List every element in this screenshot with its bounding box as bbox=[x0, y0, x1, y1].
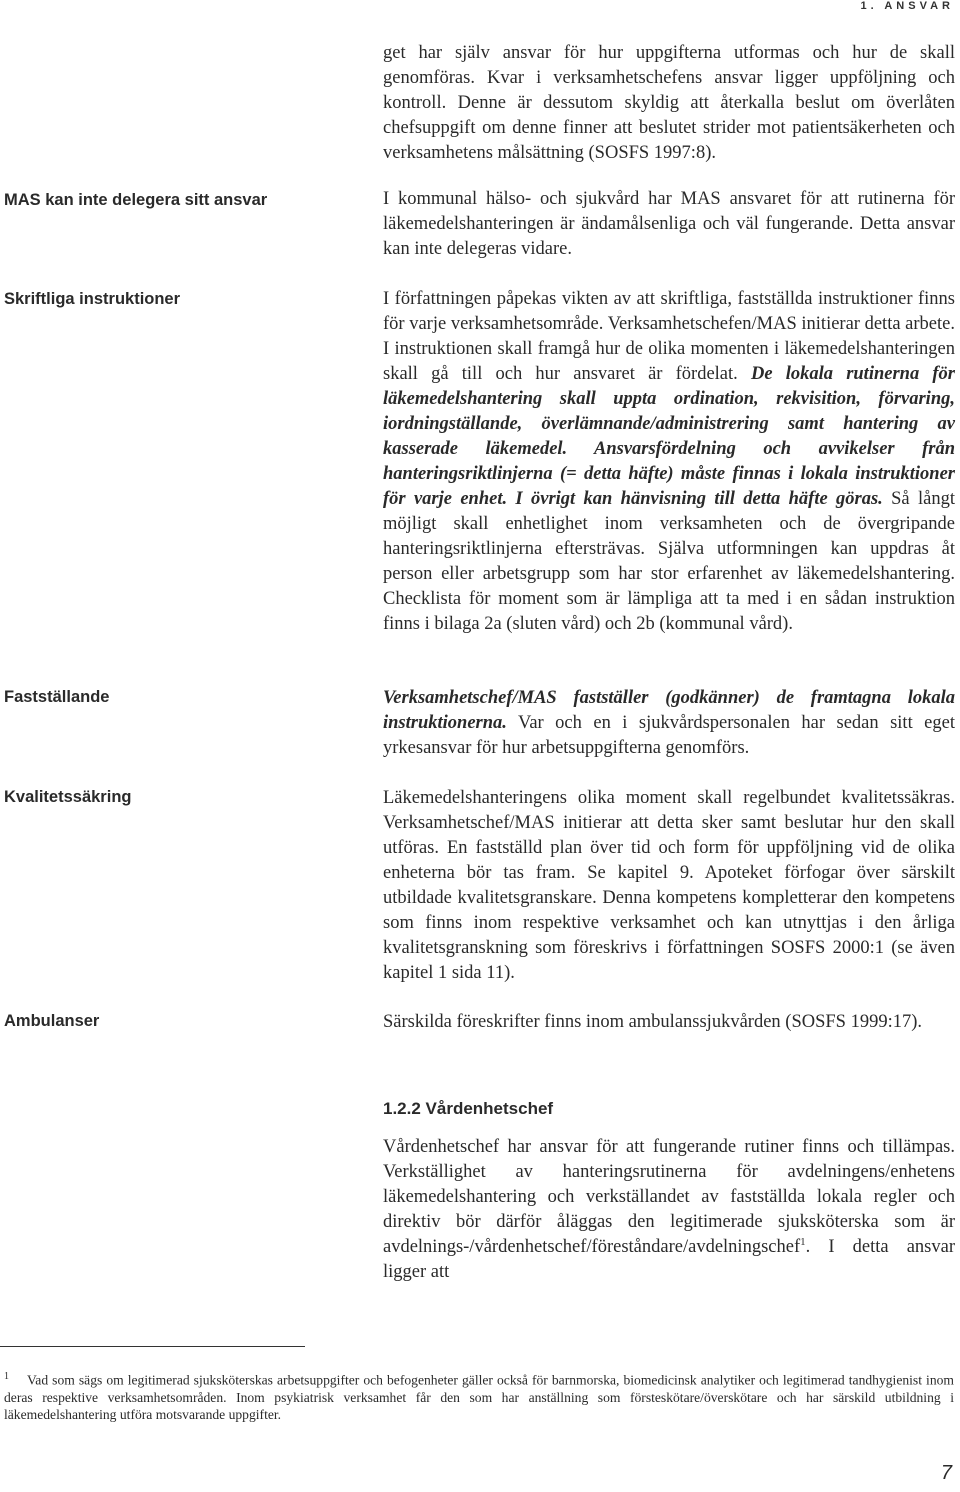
side-heading-quality-assurance: Kvalitetssäkring bbox=[4, 788, 132, 806]
instructions-text-a: I författningen påpekas vikten av att skriftliga, fastställda instruktioner finns för varje verksamhetsområde. Verksamhetschefen/MAS initierar detta arbete. I instruktionen skall framgå hur de olika momenten i läkemedelshanteringen skall gå till och hur ansvaret är fördelat. bbox=[383, 289, 955, 384]
unit-manager-text-a: Vårdenhetschef har ansvar för att fungerande rutiner finns och tillämpas. Verkställighet av hanteringsrutinerna för avdelningens/enhetens läkemedelshantering och verkställandet av fastställda lokala regler och direktiv bör därför åläggas den legitimerade sjuksköterska som är avdelnings-/vårdenhetschef/föreståndare/avdelningschef bbox=[383, 1137, 955, 1257]
side-heading-ambulances: Ambulanser bbox=[4, 1012, 100, 1030]
paragraph-ambulances: Särskilda föreskrifter finns inom ambulanssjukvården (SOSFS 1999:17). bbox=[383, 1012, 923, 1032]
footnote-divider bbox=[0, 1346, 305, 1347]
side-heading-mas-cannot-delegate: MAS kan inte delegera sitt ansvar bbox=[4, 191, 268, 209]
paragraph-unit-manager bbox=[383, 1135, 955, 1285]
section-header-label: 1. ANSVAR bbox=[860, 0, 954, 12]
paragraph-establishment bbox=[383, 686, 955, 761]
paragraph-written-instructions bbox=[383, 287, 955, 637]
establishment-emphasis: Verksamhetschef/MAS fastställer (godkänner) de framtagna lokala instruktionerna. bbox=[383, 688, 955, 733]
section-subheading: 1.2.2 Vårdenhetschef bbox=[383, 1099, 554, 1118]
side-heading-establishment: Fastställande bbox=[4, 688, 110, 706]
paragraph-intro: get har själv ansvar för hur uppgifterna utformas och hur de skall genomföras. Kvar i verksamhetschefens ansvar ligger uppföljning och kontroll. Denne är dessutom skyldig att återkalla beslut om överlåten chefsuppgift om denne finner att beslutet strider mot patientsäkerheten och verksamhetens målsättning (SOSFS 1997:8). bbox=[383, 43, 955, 163]
unit-manager-text-b: . I detta ansvar ligger att bbox=[383, 1237, 955, 1282]
footnote-reference: 1 bbox=[800, 1235, 806, 1248]
footnote bbox=[4, 1368, 954, 1423]
establishment-text: Var och en i sjukvårdspersonalen har sedan sitt eget yrkesansvar för hur arbetsuppgifterna genomförs. bbox=[383, 713, 955, 758]
footnote-text: Vad som sägs om legitimerad sjuksköterskas arbetsuppgifter och befogenheter gäller också för barnmorska, biomedicinsk analytiker och legitimerad tandhygienist inom deras respektive verksamhetsområden. Inom psykiatrisk verksamhet får den som har anställning som försteskötare/överskötare och har särskild utbildning i läkemedelshantering utföra motsvarande uppgifter. bbox=[4, 1372, 954, 1422]
side-heading-written-instructions: Skriftliga instruktioner bbox=[4, 290, 181, 308]
instructions-emphasis: De lokala rutinerna för läkemedelshantering skall uppta ordination, rekvisition, förvaring, iordningställande, överlämnande/administrering samt hantering av kasserade läkemedel. Ansvarsfördelning och avvikelser från hanteringsriktlinjerna (= detta häfte) måste finnas i lokala instruktioner för varje enhet. I övrigt kan hänvisning till detta häfte göras. bbox=[383, 364, 955, 509]
paragraph-quality-assurance: Läkemedelshanteringens olika moment skall regelbundet kvalitetssäkras. Verksamhetschef/MAS initierar att detta sker samt beslutar hur den skall utföras. En fastställd plan över tid och form för uppföljning vid de olika enheterna bör tas fram. Se kapitel 9. Apoteket förfogar över särskilt utbildade kvalitetsgranskare. Denna kompetens kompletterar den kompetens som finns inom respektive verksamhet och kan utnyttjas i den årliga kvalitetsgranskning som föreskrivs i författningen SOSFS 2000:1 (se även kapitel 1 sida 11). bbox=[383, 788, 955, 983]
instructions-text-c: Så långt möjligt skall enhetlighet inom verksamheten och de övergripande hanteringsriktlinjerna eftersträvas. Själva utformningen kan uppdras åt person eller arbetsgrupp som har stor erfarenhet av läkemedelshantering. Checklista för moment som är lämpliga att ta med i en sådan instruktion finns i bilaga 2a (sluten vård) och 2b (kommunal vård). bbox=[383, 489, 955, 634]
paragraph-mas-responsibility: I kommunal hälso- och sjukvård har MAS ansvaret för att rutinerna för läkemedelshanteringen är ändamålsenliga och väl fungerande. Detta ansvar kan inte delegeras vidare. bbox=[383, 189, 955, 259]
footnote-marker: 1 bbox=[4, 1371, 9, 1382]
page-number: 7 bbox=[940, 1462, 952, 1484]
